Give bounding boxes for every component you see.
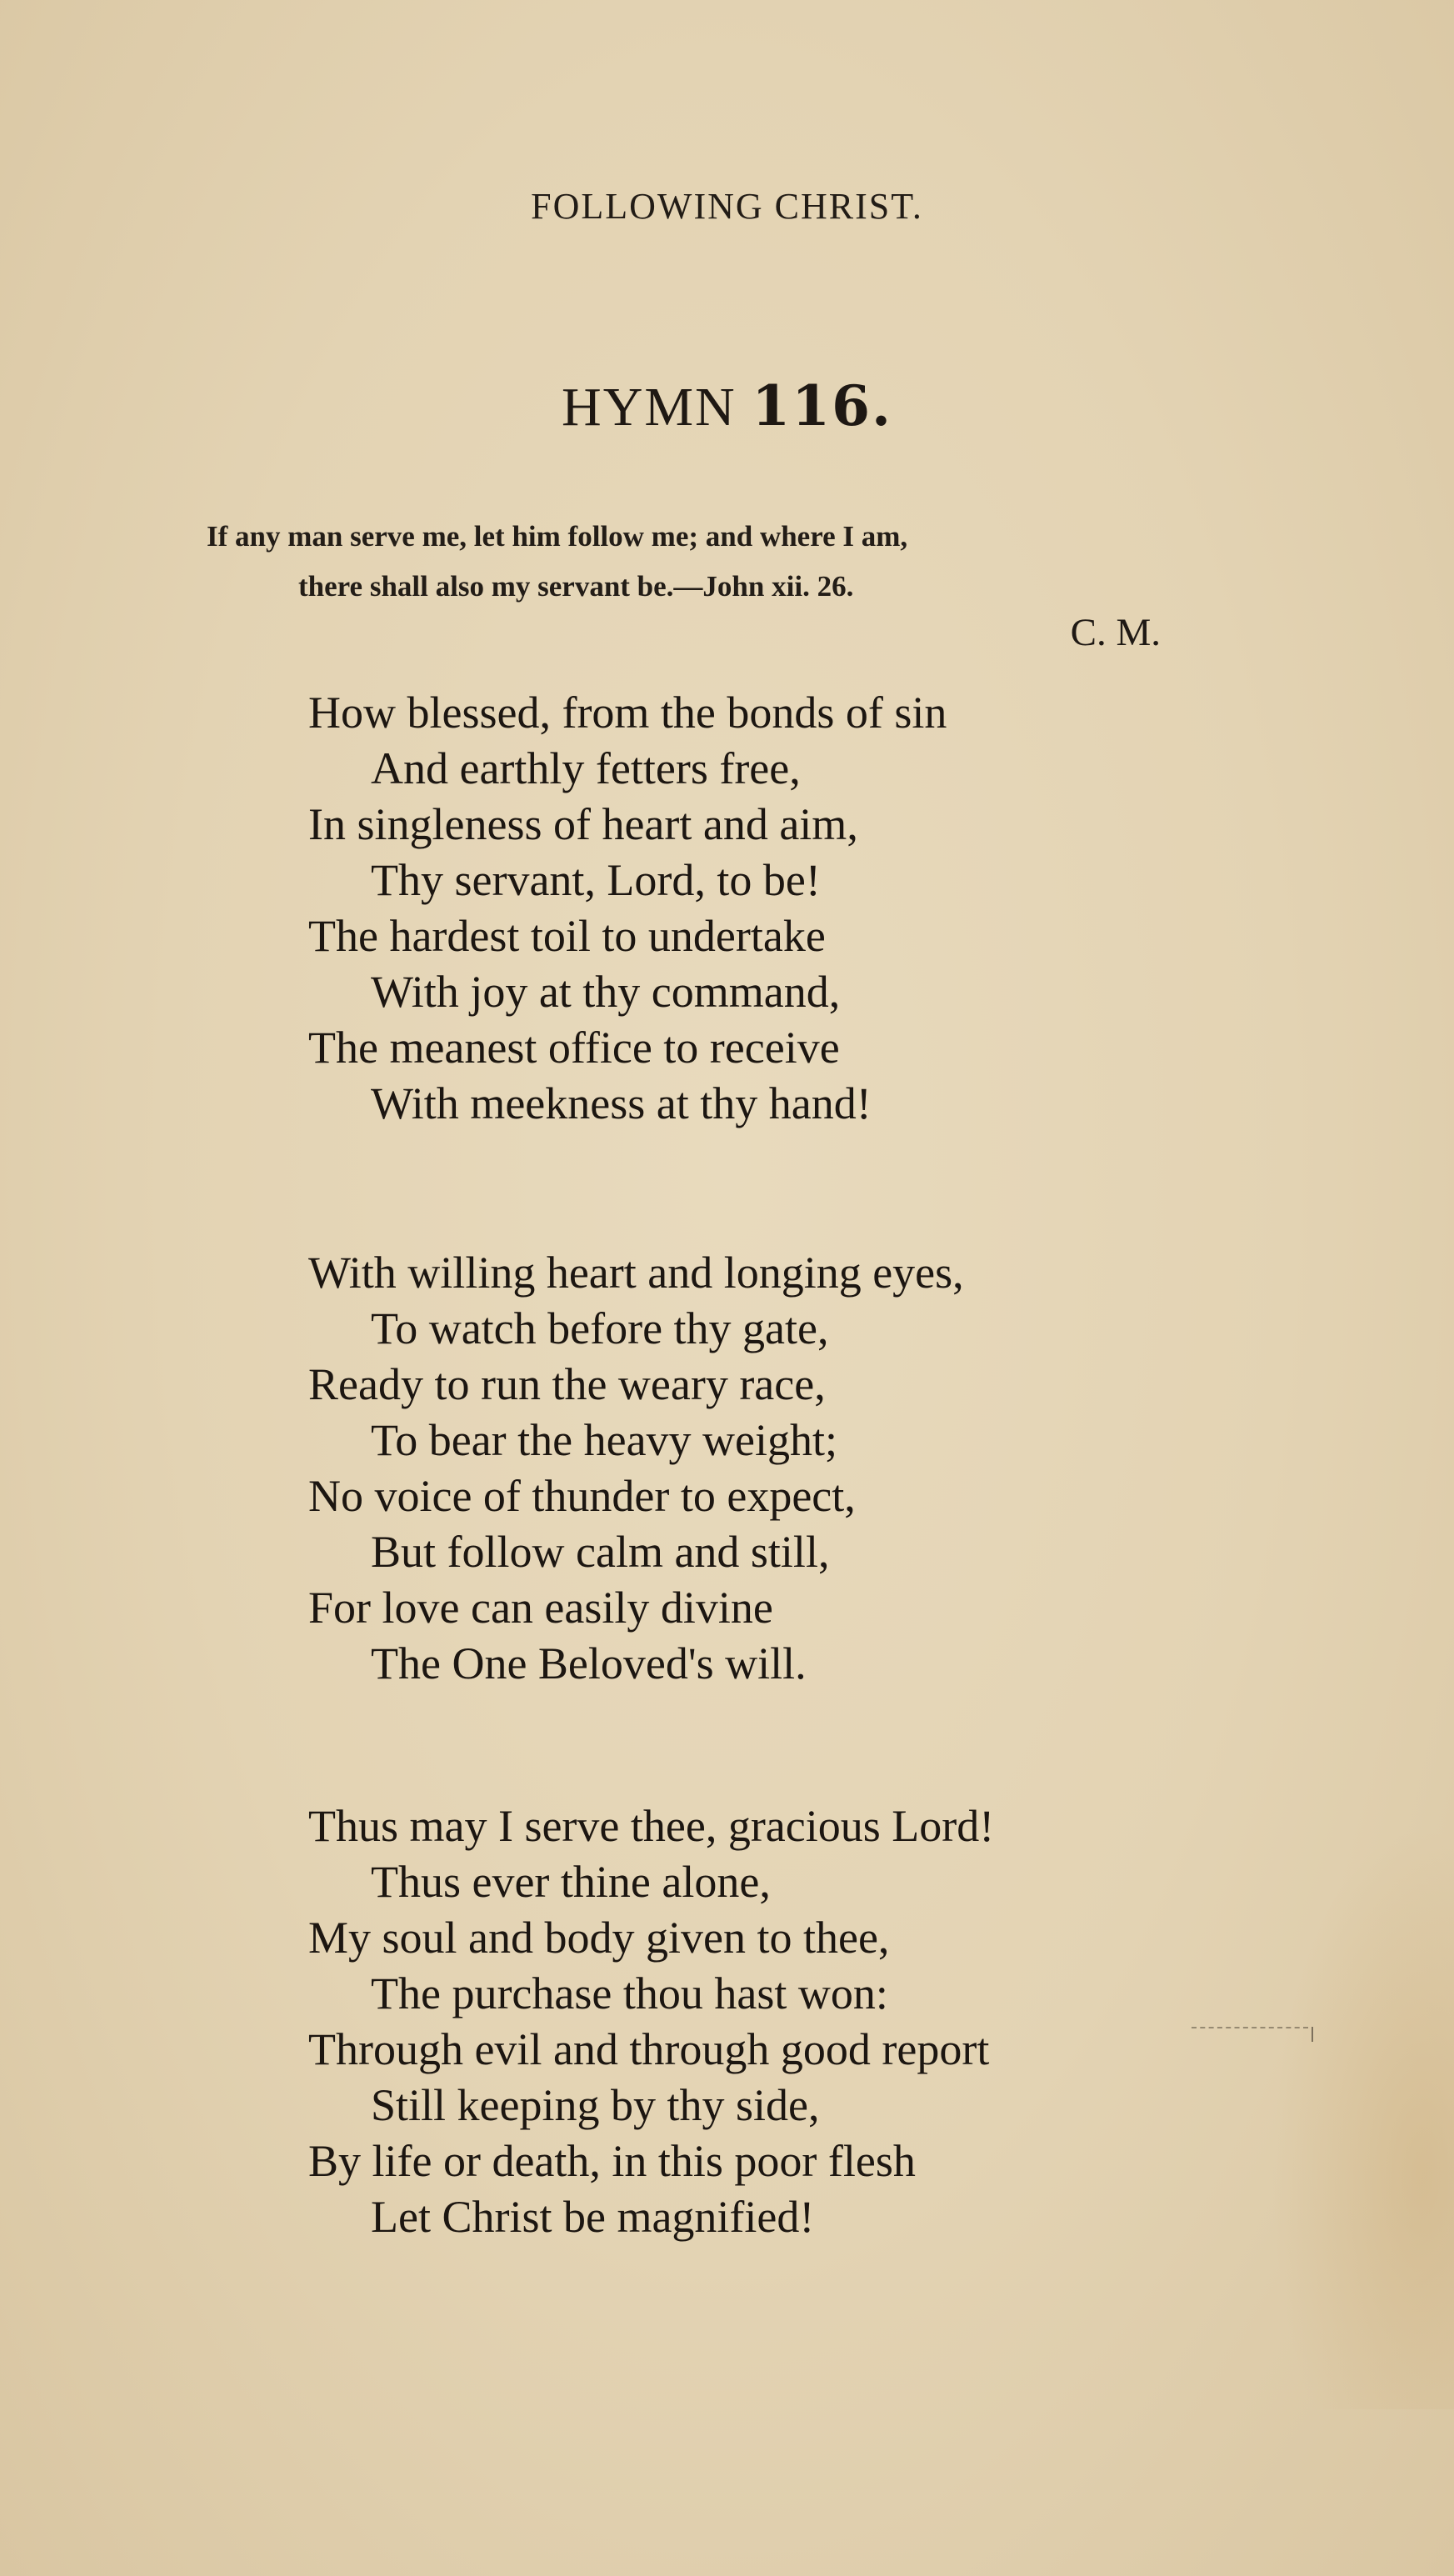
- verse-line: My soul and body given to thee,: [308, 1913, 890, 1963]
- stanza-1: [308, 685, 947, 1132]
- verse-line: No voice of thunder to expect,: [308, 1471, 856, 1521]
- verse-line: And earthly fetters free,: [371, 743, 801, 793]
- verse-line: The hardest toil to undertake: [308, 911, 826, 961]
- hymn-number: 116.: [752, 373, 892, 438]
- paper-stain: [1271, 1826, 1454, 2409]
- verse-line: How blessed, from the bonds of sin: [308, 688, 947, 738]
- epigraph-line-1: If any man serve me, let him follow me; and where I am,: [207, 520, 908, 553]
- verse-line: Thy servant, Lord, to be!: [371, 855, 821, 905]
- verse-line: Thus ever thine alone,: [371, 1857, 771, 1907]
- verse-line: But follow calm and still,: [371, 1527, 830, 1577]
- verse-line: By life or death, in this poor flesh: [308, 2136, 916, 2186]
- verse-line: Ready to run the weary race,: [308, 1359, 826, 1409]
- verse-line: For love can easily divine: [308, 1583, 773, 1633]
- verse-line: In singleness of heart and aim,: [308, 799, 858, 849]
- verse-line: The purchase thou hast won:: [371, 1968, 888, 2018]
- verse-line: To watch before thy gate,: [371, 1303, 829, 1353]
- hymn-title: [0, 373, 1454, 439]
- meter-label: C. M.: [1070, 611, 1161, 654]
- stanza-3: [308, 1798, 994, 2245]
- hymn-label: HYMN: [562, 377, 737, 438]
- verse-line: With meekness at thy hand!: [371, 1078, 872, 1128]
- running-head: FOLLOWING CHRIST.: [531, 186, 923, 227]
- verse-line: Still keeping by thy side,: [371, 2080, 820, 2130]
- margin-pencil-mark: [1192, 2027, 1308, 2045]
- verse-line: With willing heart and longing eyes,: [308, 1248, 964, 1298]
- verse-line: With joy at thy command,: [371, 967, 841, 1017]
- scripture-epigraph: [207, 512, 1273, 612]
- verse-line: Let Christ be magnified!: [371, 2192, 815, 2242]
- verse-line: The meanest office to receive: [308, 1023, 840, 1073]
- epigraph-line-2: there shall also my servant be.—John xii. 26.: [298, 570, 854, 603]
- verse-line: The One Beloved's will.: [371, 1638, 807, 1688]
- verse-line: To bear the heavy weight;: [371, 1415, 838, 1465]
- verse-line: Through evil and through good report: [308, 2024, 990, 2074]
- verse-line: Thus may I serve thee, gracious Lord!: [308, 1801, 995, 1851]
- stanza-2: [308, 1245, 964, 1692]
